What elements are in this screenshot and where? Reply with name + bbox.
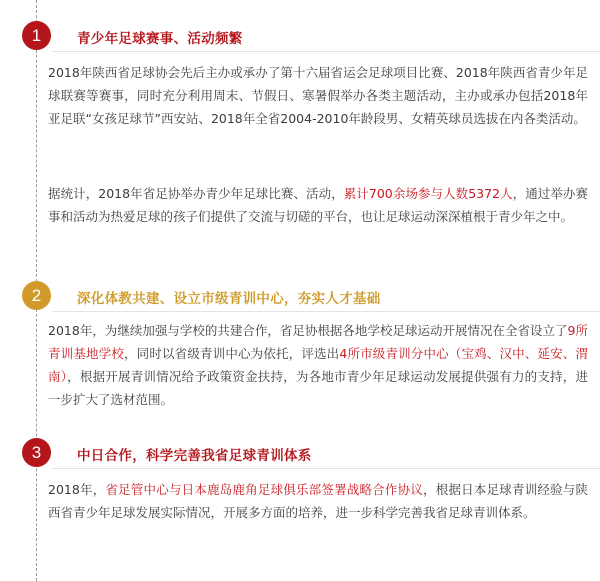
paragraph-text: ，根据开展青训情况给予政策资金扶持，为各地市青少年足球运动发展提供强有力的支持，进一步扩大了选材范围。 <box>48 369 588 407</box>
section-number-badge: 2 <box>22 281 51 310</box>
section-title: 中日合作，科学完善我省足球青训体系 <box>77 448 312 464</box>
section-title: 青少年足球赛事、活动频繁 <box>77 31 243 47</box>
divider <box>52 51 600 52</box>
paragraph-text: ，通过举办赛事和活动为热爱足球的孩子们提供了交流与切磋的平台，也让足球运动深深植根于青少年之中。 <box>48 186 589 224</box>
highlight-text: 9所青训基地学校 <box>48 323 588 361</box>
paragraph <box>48 319 588 411</box>
paragraph-text: ，同时以省级青训中心为依托，评选出 <box>124 346 340 361</box>
paragraph-text: 据统计，2018年省足协举办青少年足球比赛、活动， <box>48 186 344 201</box>
paragraph: 2018年陕西省足球协会先后主办或承办了第十六届省运会足球项目比赛、2018年陕西省青少年足球联赛等赛事，同时充分利用周末、节假日、寒暑假举办各类主题活动，主办或承办包括2018年亚足联“女孩足球节”西安站、2018年全省2004-2010年龄段男、女精英球员选拔在内各类活动。 <box>48 65 588 126</box>
highlight-text: 省足管中心与日本鹿岛鹿角足球俱乐部签署战略合作协议 <box>105 482 424 497</box>
section-number-badge: 3 <box>22 438 51 467</box>
paragraph-text: ，根据日本足球青训经验与陕西省青少年足球发展实际情况，开展多方面的培养，进一步科学完善我省足球青训体系。 <box>48 482 588 520</box>
section-title: 深化体教共建、设立市级青训中心，夯实人才基础 <box>77 291 381 307</box>
divider <box>52 468 600 469</box>
paragraph-text: 2018年，为继续加强与学校的共建合作，省足协根据各地学校足球运动开展情况在全省设立了 <box>48 323 568 338</box>
highlight-text: 4所市级青训分中心（宝鸡、汉中、延安、渭南） <box>48 346 588 384</box>
paragraph-text: 2018年， <box>48 482 106 497</box>
divider <box>52 311 600 312</box>
highlight-text: 累计700余场参与人数5372人 <box>343 186 513 201</box>
paragraph <box>48 182 588 228</box>
section-number-badge: 1 <box>22 21 51 50</box>
paragraph <box>48 478 588 524</box>
